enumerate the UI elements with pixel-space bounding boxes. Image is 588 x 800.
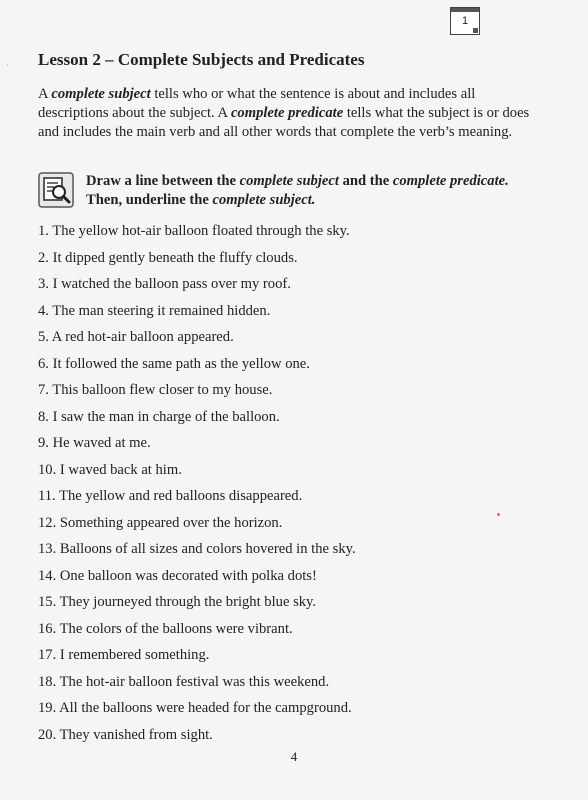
sentence-item: 1. The yellow hot-air balloon floated through the sky.: [38, 223, 350, 239]
term-complete-predicate: complete predicate: [230, 105, 344, 121]
lesson-title: Lesson 2 – Complete Subjects and Predicates: [38, 50, 365, 69]
badge-top-bar: [451, 8, 479, 12]
page-number: 4: [290, 749, 298, 764]
badge-corner: [473, 28, 478, 33]
sentence-item: 16. The colors of the balloons were vibrant.: [38, 620, 293, 637]
sentence-item: 5. A red hot-air balloon appeared.: [38, 329, 234, 345]
term-complete-subject: complete subject: [51, 86, 151, 102]
magnifier-document-icon: [38, 172, 74, 208]
sentence-item: 3. I watched the balloon pass over my roof.: [38, 276, 291, 292]
sentence-item: 9. He waved at me.: [38, 435, 151, 451]
stray-mark: [497, 513, 500, 516]
instr-term-subject-2: complete subject.: [212, 192, 316, 208]
sentence-list: [38, 221, 356, 751]
sentence-item: 7. This balloon flew closer to my house.: [38, 382, 273, 398]
sentence-item: 11. The yellow and red balloons disappeared.: [38, 488, 303, 504]
sentence-item: 19. All the balloons were headed for the campground.: [38, 700, 352, 716]
sentence-item: 8. I saw the man in charge of the balloon.: [38, 408, 280, 425]
sentence-item: 14. One balloon was decorated with polka dots!: [38, 567, 317, 584]
sentence-item: 6. It followed the same path as the yellow one.: [38, 355, 310, 372]
sentence-item: 15. They journeyed through the bright blue sky.: [38, 594, 317, 610]
page-badge: [450, 7, 480, 35]
instr-term-predicate: complete predicate.: [392, 173, 509, 189]
instructions: Draw a line between the complete subject and the complete predicate. Then, underline the complete subject.: [86, 173, 509, 208]
sentence-item: 17. I remembered something.: [38, 647, 210, 663]
sentence-item: 13. Balloons of all sizes and colors hovered in the sky.: [38, 541, 356, 557]
sentence-item: 2. It dipped gently beneath the fluffy clouds.: [38, 249, 298, 266]
sentence-item: 10. I waved back at him.: [38, 461, 182, 478]
sentence-item: 12. Something appeared over the horizon.: [38, 514, 283, 531]
intro-paragraph: A complete subject tells who or what the sentence is about and includes all descriptions about the subject. A complete predicate tells what the subject is or does and includes the main verb and all other words that complete the verb’s meaning.: [38, 86, 530, 140]
sentence-item: 20. They vanished from sight.: [38, 726, 213, 743]
sentence-item: 18. The hot-air balloon festival was this weekend.: [38, 673, 330, 690]
instr-term-subject: complete subject: [239, 173, 339, 189]
sentence-item: 4. The man steering it remained hidden.: [38, 302, 271, 319]
margin-mark: ˊ: [6, 63, 9, 73]
badge-number: 1: [461, 15, 469, 27]
